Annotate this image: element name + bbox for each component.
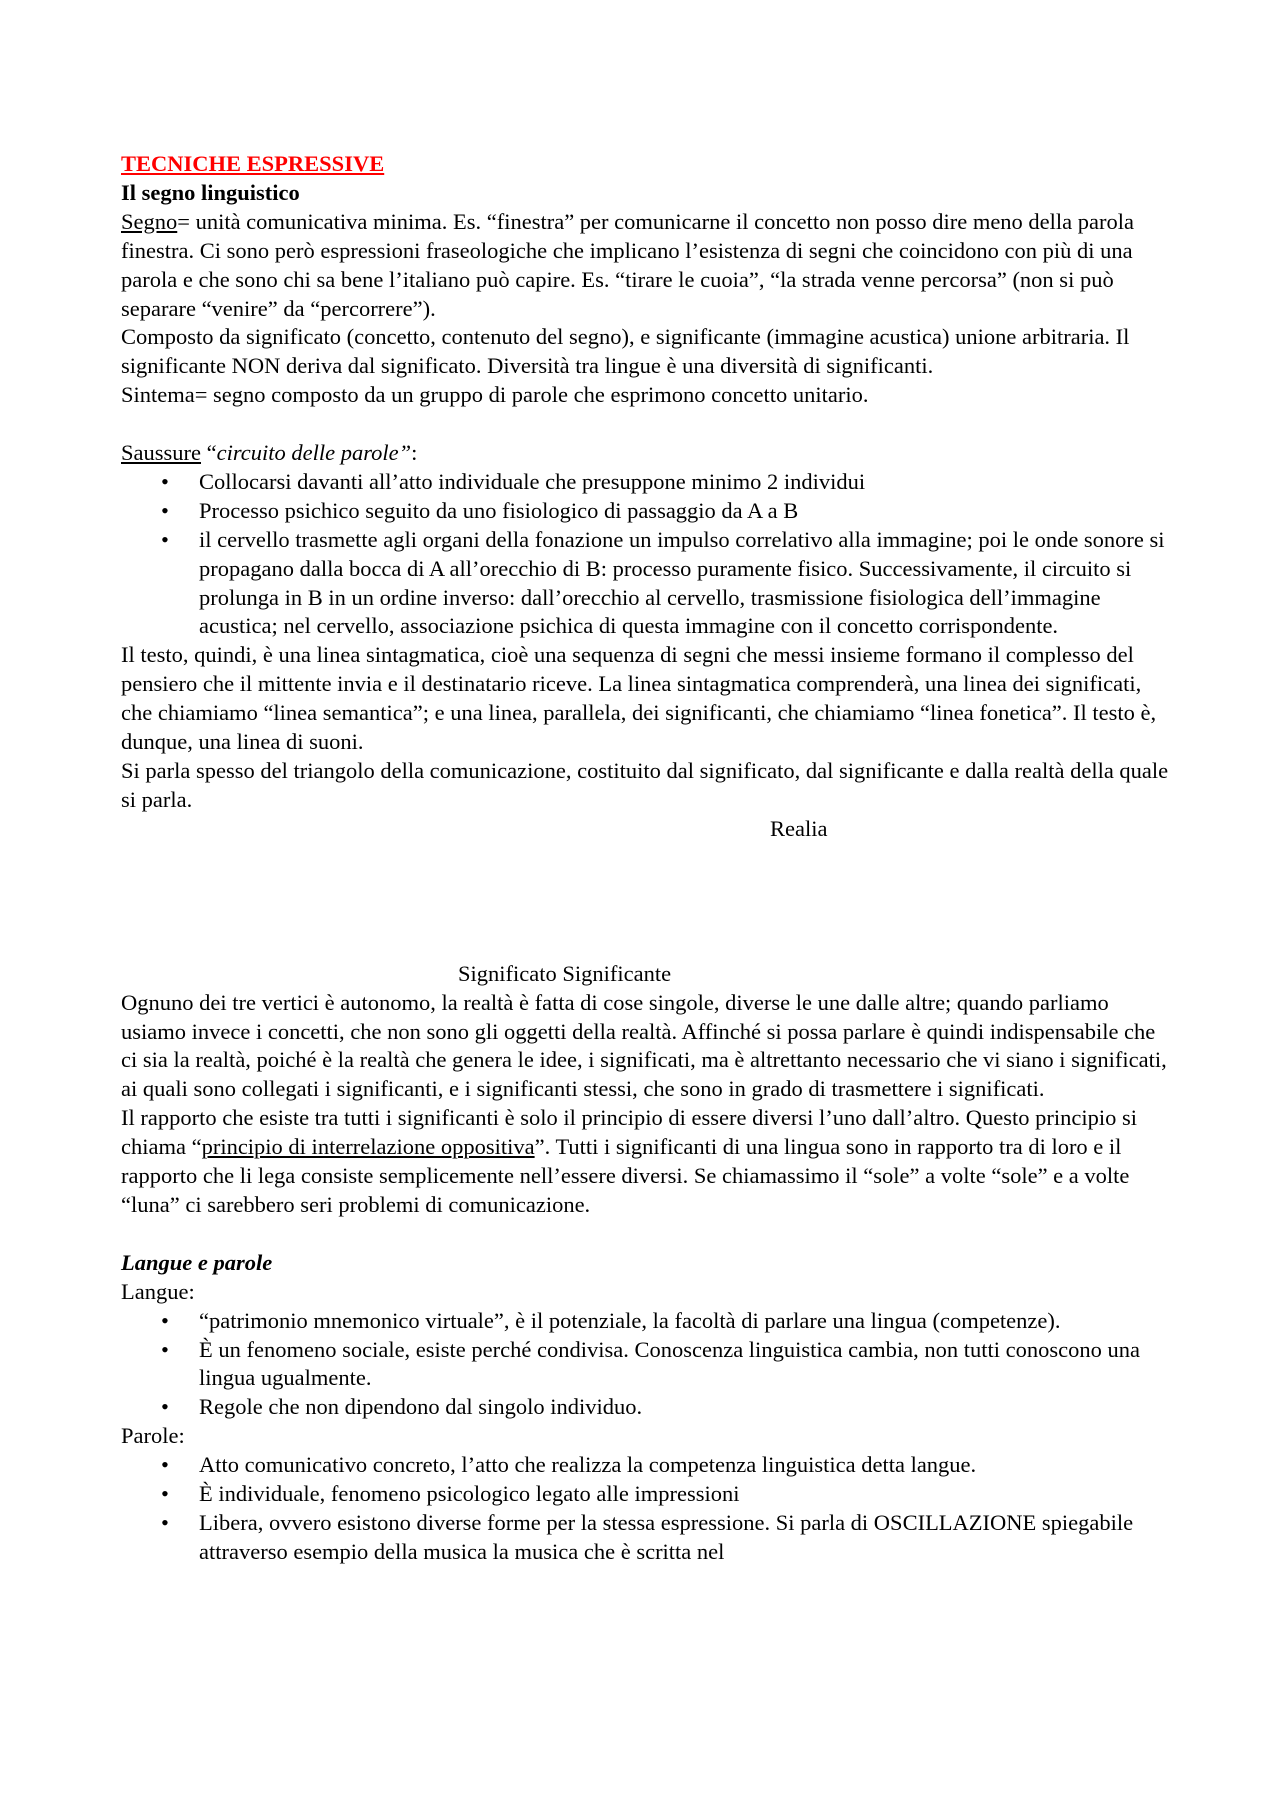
list-item (121, 1393, 1171, 1422)
list-item (121, 468, 1171, 497)
bullet-icon: • (161, 1394, 169, 1420)
triangle-figure-space (121, 844, 1171, 960)
segno-text: = unità comunicativa minima. Es. “finestra” per comunicarne il concetto non posso dire meno della parola finestra. Ci sono però espressioni fraseologiche che implicano l’esistenza di segni che coincidono con più di una parola e che sono chi sa bene l’italiano può capire. Es. “tirare le cuoia”, “la strada venne percorsa” (non si può separare “venire” da “percorrere”). (121, 208, 1134, 321)
rapporto-after: ”. Tutti i significanti di una lingua sono in rapporto tra di loro e il rapporto che li lega consiste semplicemente nell’essere diversi. Se chiamassimo il “sole” a volte “sole” e a volte “luna” ci sarebbero seri problemi di comunicazione. (121, 1134, 1130, 1217)
paragraph-testo: Il testo, quindi, è una linea sintagmatica, cioè una sequenza di segni che messi insieme formano il complesso del pensiero che il mittente invia e il destinatario riceve. La linea sintagmatica comprenderà, una linea dei significati, che chiamiamo “linea semantica”; e una linea, parallela, dei significanti, che chiamiamo “linea fonetica”. Il testo è, dunque, una linea di suoni. (121, 642, 1157, 755)
bullet-icon: • (161, 497, 169, 523)
list-item-text: il cervello trasmette agli organi della fonazione un impulso correlativo alla immagine; poi le onde sonore si propagano dalla bocca di A all’orecchio di B: processo puramente fisico. Successivamente, il circuito si prolunga in B in un ordine inverso: dall’orecchio al cervello, trasmissione fisiologica dell’immagine acustica; nel cervello, associazione psichica di questa immagine con il concetto corrispondente. (199, 526, 1165, 639)
paragraph-sintema: Sintema= segno composto da un gruppo di parole che esprimono concetto unitario. (121, 382, 869, 408)
list-item-text: Regole che non dipendono dal singolo individuo. (199, 1394, 643, 1420)
saussure-list (121, 468, 1171, 641)
section-heading-langue-parole: Langue e parole (121, 1249, 273, 1275)
saussure-heading (121, 439, 1171, 468)
list-item (121, 1480, 1171, 1509)
saussure-name: Saussure (121, 440, 201, 466)
saussure-open-quote: “ (201, 440, 217, 466)
rapporto-before: Il rapporto che esiste tra tutti i significanti è solo il principio di essere diversi l’uno dall’altro. Questo principio si chiama “ (121, 1105, 1138, 1160)
term-principio: principio di interrelazione oppositiva (201, 1134, 535, 1160)
list-item-text: Atto comunicativo concreto, l’atto che realizza la competenza linguistica detta langue. (199, 1452, 977, 1478)
bullet-icon: • (161, 1307, 169, 1333)
list-item (121, 497, 1171, 526)
paragraph-triangolo: Si parla spesso del triangolo della comunicazione, costituito dal significato, dal significante e dalla realtà della quale si parla. (121, 758, 1169, 812)
list-item (121, 1307, 1171, 1336)
list-item (121, 1509, 1171, 1567)
bullet-icon: • (161, 526, 169, 552)
list-item-text: È individuale, fenomeno psicologico legato alle impressioni (199, 1481, 740, 1507)
bullet-icon: • (161, 1336, 169, 1362)
langue-list (121, 1307, 1171, 1423)
bullet-icon: • (161, 1481, 169, 1507)
bullet-icon: • (161, 1509, 169, 1535)
list-item-text: Processo psichico seguito da uno fisiologico di passaggio da A a B (199, 497, 799, 523)
bullet-icon: • (161, 468, 169, 494)
list-item (121, 1336, 1171, 1394)
paragraph-segno (121, 208, 1171, 324)
term-segno: Segno (121, 208, 178, 234)
bullet-icon: • (161, 1452, 169, 1478)
list-item-text: “patrimonio mnemonico virtuale”, è il potenziale, la facoltà di parlare una lingua (competenze). (199, 1307, 1061, 1333)
document-page (121, 150, 1171, 1567)
paragraph-vertici: Ognuno dei tre vertici è autonomo, la realtà è fatta di cose singole, diverse le une dalle altre; quando parliamo usiamo invece i concetti, che non sono gli oggetti della realtà. Affinché si possa parlare è quindi indispensabile che ci sia la realtà, poiché è la realtà che genera le idee, i significati, ma è altrettanto necessario che vi siano i significati, ai quali sono collegati i significanti, e i significanti stessi, che sono in grado di trasmettere i significati. (121, 989, 1167, 1102)
section-heading-segno: Il segno linguistico (121, 179, 300, 205)
parole-label: Parole: (121, 1423, 185, 1449)
paragraph-composto: Composto da significato (concetto, contenuto del segno), e significante (immagine acustica) unione arbitraria. Il significante NON deriva dal significato. Diversità tra lingue è una diversità di significanti. (121, 324, 1130, 379)
triangle-label-bottom: Significato Significante (458, 960, 672, 986)
paragraph-rapporto (121, 1104, 1171, 1220)
list-item-text: È un fenomeno sociale, esiste perché condivisa. Conoscenza linguistica cambia, non tutti conoscono una lingua ugualmente. (199, 1336, 1140, 1391)
list-item (121, 1451, 1171, 1480)
document-title: TECNICHE ESPRESSIVE (121, 151, 385, 176)
langue-label: Langue: (121, 1278, 195, 1304)
list-item-text: Collocarsi davanti all’atto individuale che presuppone minimo 2 individui (199, 468, 866, 494)
list-item (121, 526, 1171, 642)
blank-line (121, 1220, 1171, 1249)
blank-line (121, 410, 1171, 439)
triangle-label-realia: Realia (770, 815, 828, 841)
list-item-text: Libera, ovvero esistono diverse forme per la stessa espressione. Si parla di OSCILLAZIONE spiegabile attraverso esempio della musica la musica che è scritta nel (199, 1509, 1134, 1564)
parole-list (121, 1451, 1171, 1567)
saussure-colon: : (411, 440, 418, 466)
saussure-phrase: circuito delle parole” (216, 440, 412, 466)
